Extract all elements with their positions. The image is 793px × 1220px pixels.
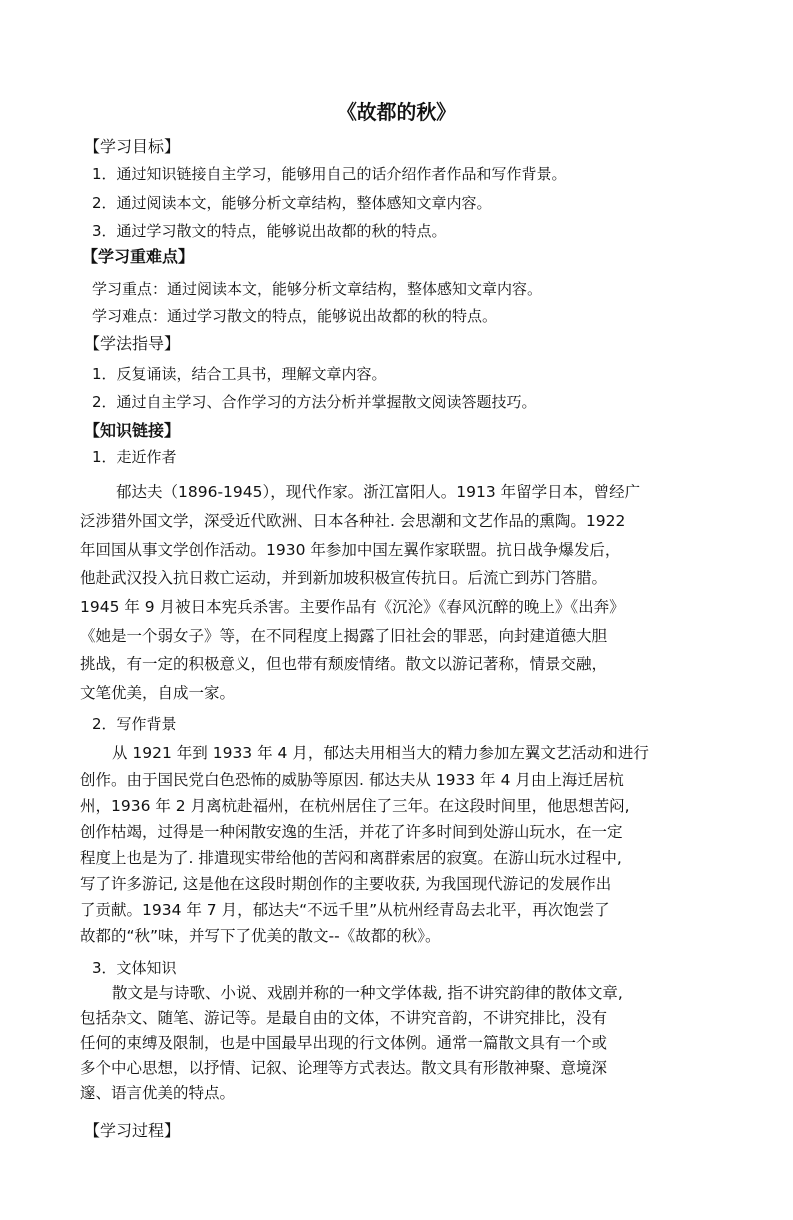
author-line-7: 挑战，有一定的积极意义，但也带有颓废情绪。散文以游记著称，情景交融， bbox=[80, 655, 608, 673]
author-line-3: 年回国从事文学创作活动。1930 年参加中国左翼作家联盟。抗日战争爆发后， bbox=[80, 541, 621, 559]
section-heading-method: 【学法指导】 bbox=[84, 334, 181, 353]
section-heading-key-points: 【学习重难点】 bbox=[82, 247, 195, 266]
author-line-1: 郁达夫（1896-1945），现代作家。浙江富阳人。1913 年留学日本，曾经广 bbox=[116, 483, 641, 501]
subsection-genre-label: 3．文体知识 bbox=[92, 959, 177, 977]
section-heading-goals: 【学习目标】 bbox=[84, 137, 181, 156]
author-line-6: 《她是一个弱女子》等，在不同程度上揭露了旧社会的罪恶，向封建道德大胆 bbox=[80, 627, 608, 645]
background-line-7: 了贡献。1934 年 7 月，郁达夫“不远千里”从杭州经青岛去北平，再次饱尝了 bbox=[80, 901, 610, 919]
genre-line-4: 多个中心思想，以抒情、记叙、论理等方式表达。散文具有形散神聚、意境深 bbox=[80, 1059, 608, 1077]
background-line-3: 州，1936 年 2 月离杭赴福州，在杭州居住了三年。在这段时间里，他思想苦闷, bbox=[80, 797, 630, 815]
goal-item-2: 2．通过阅读本文，能够分析文章结构，整体感知文章内容。 bbox=[92, 194, 492, 212]
method-item-1: 1．反复诵读，结合工具书，理解文章内容。 bbox=[92, 365, 387, 383]
page-title: 《故都的秋》 bbox=[336, 101, 457, 124]
background-line-6: 写了许多游记, 这是他在这段时期创作的主要收获, 为我国现代游记的发展作出 bbox=[80, 875, 612, 893]
author-line-8: 文笔优美，自成一家。 bbox=[80, 684, 236, 702]
author-line-2: 泛涉猎外国文学，深受近代欧洲、日本各种社. 会思潮和文艺作品的熏陶。1922 bbox=[80, 512, 626, 530]
background-line-4: 创作枯竭，过得是一种闲散安逸的生活，并花了许多时间到处游山玩水，在一定 bbox=[80, 823, 623, 841]
goal-item-1: 1．通过知识链接自主学习，能够用自己的话介绍作者作品和写作背景。 bbox=[92, 165, 567, 183]
background-line-2: 创作。由于国民党白色恐怖的威胁等原因. 郁达夫从 1933 年 4 月由上海迁居杭 bbox=[80, 771, 624, 789]
author-line-5: 1945 年 9 月被日本宪兵杀害。主要作品有《沉沦》《春风沉醉的晚上》《出奔》 bbox=[80, 598, 625, 616]
section-heading-process: 【学习过程】 bbox=[84, 1121, 181, 1140]
goal-item-3: 3．通过学习散文的特点，能够说出故都的秋的特点。 bbox=[92, 222, 447, 240]
genre-line-5: 邃、语言优美的特点。 bbox=[80, 1084, 236, 1102]
key-point-difficulty: 学习难点：通过学习散文的特点，能够说出故都的秋的特点。 bbox=[92, 307, 498, 325]
background-line-8: 故都的“秋”味，并写下了优美的散文--《故都的秋》。 bbox=[80, 927, 441, 945]
genre-line-1: 散文是与诗歌、小说、戏剧并称的一种文学体裁, 指不讲究韵律的散体文章, bbox=[112, 984, 623, 1002]
background-line-1: 从 1921 年到 1933 年 4 月，郁达夫用相当大的精力参加左翼文艺活动和进行 bbox=[112, 744, 649, 762]
key-point-focus: 学习重点：通过阅读本文，能够分析文章结构，整体感知文章内容。 bbox=[92, 280, 543, 298]
method-item-2: 2．通过自主学习、合作学习的方法分析并掌握散文阅读答题技巧。 bbox=[92, 393, 537, 411]
subsection-background-label: 2．写作背景 bbox=[92, 715, 177, 733]
author-line-4: 他赴武汉投入抗日救亡运动，并到新加坡积极宣传抗日。后流亡到苏门答腊。 bbox=[80, 569, 608, 587]
section-heading-knowledge: 【知识链接】 bbox=[84, 421, 181, 440]
genre-line-3: 任何的束缚及限制，也是中国最早出现的行文体例。通常一篇散文具有一个或 bbox=[80, 1034, 608, 1052]
subsection-author-label: 1．走近作者 bbox=[92, 448, 177, 466]
background-line-5: 程度上也是为了. 排遣现实带给他的苦闷和离群索居的寂寞。在游山玩水过程中, bbox=[80, 849, 622, 867]
genre-line-2: 包括杂文、随笔、游记等。是最自由的文体，不讲究音韵，不讲究排比，没有 bbox=[80, 1009, 608, 1027]
